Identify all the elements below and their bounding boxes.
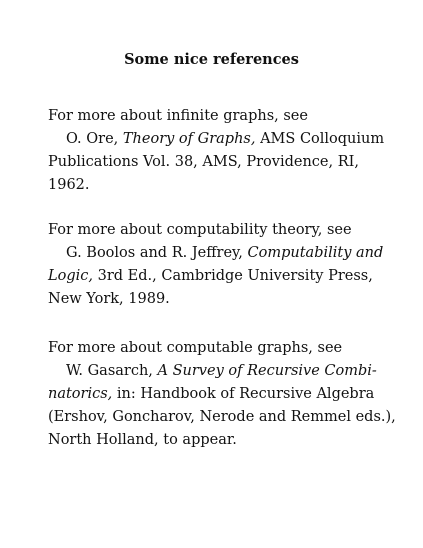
book-title: A Survey of Recursive Combi-: [157, 363, 377, 379]
reference-intro: For more about computable graphs, see: [48, 340, 343, 356]
book-title: Theory of Graphs,: [122, 131, 256, 147]
reference-line: [48, 288, 402, 311]
source-text: in: Handbook of Recursive Algebra: [112, 386, 375, 402]
publication-text: Publications Vol. 38, AMS, Providence, RI,: [48, 154, 359, 170]
reference-line: [48, 242, 402, 265]
page-title: Some nice references: [124, 51, 299, 68]
publisher-text: 3rd Ed., Cambridge University Press,: [93, 268, 373, 284]
reference-line: [48, 265, 402, 288]
reference-infinite-graphs: [48, 105, 402, 197]
author-text: G. Boolos and R. Jeffrey,: [66, 245, 248, 261]
reference-computability-theory: [48, 219, 402, 311]
publisher-text: AMS Colloquium: [255, 131, 385, 147]
book-title-continued: natorics,: [48, 386, 113, 402]
reference-line: [48, 151, 402, 174]
reference-intro: For more about computability theory, see: [48, 222, 352, 238]
reference-computable-graphs: [48, 337, 402, 452]
reference-line: [48, 128, 402, 151]
book-title-continued: Logic,: [48, 268, 94, 284]
editors-text: (Ershov, Goncharov, Nerode and Remmel eds.),: [48, 409, 396, 425]
reference-line: [48, 406, 402, 429]
year-text: 1962.: [48, 177, 90, 193]
author-text: W. Gasarch,: [66, 363, 158, 379]
reference-line: [48, 174, 402, 197]
reference-line: [48, 429, 402, 452]
reference-line: [48, 360, 402, 383]
publisher-text: North Holland, to appear.: [48, 432, 237, 448]
reference-intro: For more about infinite graphs, see: [48, 108, 308, 124]
reference-line: [48, 383, 402, 406]
book-title: Computability and: [247, 245, 384, 261]
author-text: O. Ore,: [66, 131, 123, 147]
place-year-text: New York, 1989.: [48, 291, 170, 307]
